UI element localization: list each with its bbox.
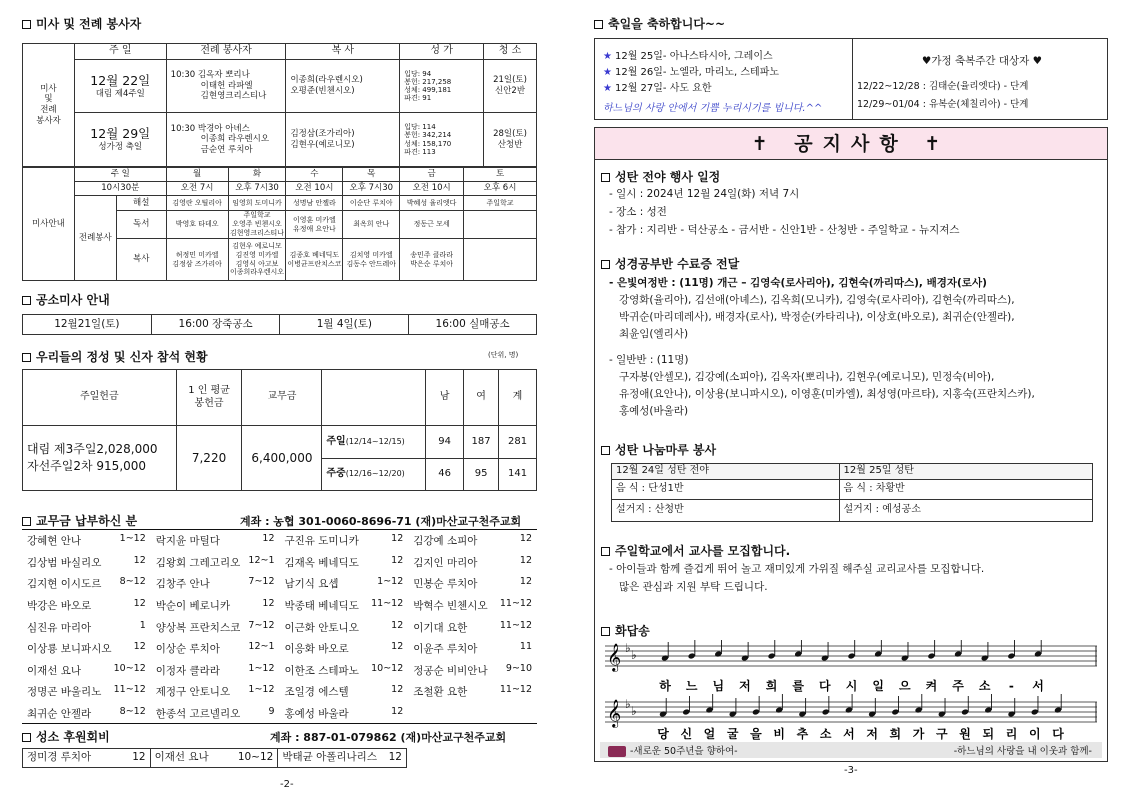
donor-months: 9 — [268, 706, 275, 718]
lyric-syllable: 신 — [680, 727, 693, 740]
offering-dues: 6,400,000 — [242, 426, 322, 491]
donor-months: 11~12 — [499, 598, 532, 610]
donor-cell — [408, 620, 537, 635]
mass-sub: 성가정 축일 — [98, 142, 143, 152]
donor-months: 11~12 — [371, 598, 404, 610]
lyric-syllable: 이 — [1028, 727, 1041, 740]
footer-bar: -새로운 50주년을 향하여- -하느님의 사랑을 내 이웃과 함께- — [600, 742, 1102, 758]
donor-months: 9~10 — [505, 662, 532, 674]
lyric-syllable: 되 — [982, 727, 995, 740]
mass-date: 12월 22일 — [90, 72, 151, 88]
nanum-title: 성탄 나눔마루 봉사 — [601, 441, 716, 458]
donor-row — [22, 530, 537, 552]
donor-cell — [280, 533, 409, 548]
donor-name: 이한조 스테파노 — [284, 664, 359, 677]
mass-sub: 대림 제4주일 — [95, 88, 145, 99]
page-number-right: -3- — [844, 765, 858, 776]
lyric-syllable: 당 — [657, 727, 669, 740]
donor-name: 김재옥 베네딕도 — [284, 556, 359, 569]
donor-name: 이윤주 루치아 — [413, 643, 478, 656]
donor-name: 구진유 도미니카 — [284, 535, 359, 548]
mass-row-1: 12월 22일 대림 제4주일 10:30 김옥자 뽀리나 이태헌 라파엘 김현영크리스티나 이종희(라우렌시오) 오평준(빈첸시오) 입당: 94 봉헌: 217,258 성체: 499,181 파견: 91 21일(토) 신안2반 — [23, 60, 537, 113]
donor-months: 12 — [391, 684, 404, 696]
mass-header-server: 복 사 — [286, 44, 400, 60]
mass-section-title: 미사 및 전례 봉사자 — [22, 15, 141, 32]
donor-cell — [280, 576, 409, 591]
donor-cell — [151, 641, 280, 656]
donor-months: 8~12 — [119, 706, 146, 718]
donor-months: 12 — [519, 576, 532, 588]
donor-cell — [280, 620, 409, 635]
donor-name: 이재선 요나 — [27, 664, 82, 677]
donor-cell — [408, 533, 537, 548]
donor-months: 1~12 — [377, 576, 404, 588]
donor-months: 7~12 — [248, 576, 275, 588]
donor-months: 1~12 — [248, 662, 275, 674]
lyric-syllable: 희 — [889, 727, 902, 740]
donor-months: 10~12 — [371, 662, 404, 674]
lyric-syllable: 원 — [959, 727, 971, 740]
mass-row-2: 12월 29일 성가정 축일 10:30 박경아 아녜스 이종희 라우렌시오 금순연 루치아 김정삼(조가리아) 김현우(예로니모) 입당: 114 봉헌: 342,214 성체: 158,170 파견: 113 28일(토) 산청반 — [23, 113, 537, 167]
donor-cell — [408, 576, 537, 591]
public-mass-table: 12월21일(토) 16:00 장죽공소 1월 4일(토) 16:00 실매공소 — [22, 314, 537, 335]
donor-months: 12 — [391, 706, 404, 718]
support-table: 정미경 루치아 12 이재선 요나 10~12 박태균 아폴리나리스 12 — [22, 748, 407, 768]
birthday-box: ★ 12월 25일- 아나스타시아, 그레이스 ★ 12월 26일- 노엘라, 마리노, 스테파노 ★ 12월 27일- 사도 요한 하느님의 사랑 안에서 기쁨 누리시기를 빕니다.^^ ♥가정 축복주간 대상자 ♥ 12/22~12/28 : 김태순(율리엣다) - 단계 12/29~01/04 : 유복순(체칠리아) - 단계 — [594, 38, 1108, 120]
donor-name: 이기대 요한 — [413, 621, 468, 634]
service-label: 전례봉사 — [74, 196, 116, 281]
flat-icon: ♭ — [631, 704, 637, 718]
donor-months: 11~12 — [113, 684, 146, 696]
lyric-syllable: 켜 — [925, 679, 938, 693]
treble-clef-icon: 𝄞 — [607, 643, 622, 671]
notice-box: ✝ 공지사항 ✝ 성탄 전야 행사 일정 - 일시 : 2024년 12월 24일(화) 저녁 7시 - 장소 : 성전 - 참가 : 지리반 - 덕산공소 - 금서반 - 신안1반 - 산청반 - 주일학교 - 뉴지져스 성경공부반 수료증 전달 - 은빛여정반 : (11명) 개근 – 김영숙(로사리아), 김현숙(까리따스), 배경자(로사) 강영화(율리아), 김선애(아녜스), 김옥희(모니카), 김영숙(로사리아), 김현숙(까리따스), 박귀순(마리데레사), 배경자(로사), 박정순(카타리나), 이상호(바오로), 최귀순(안젤라), 최윤임(엘리사) - 일반반 : (11명) 구자봉(안셀모), 김강예(소피아), 김옥자(뽀리나), 김현우(예로니모), 민정숙(비아), 유정애(요안나), 이상용(보니파시오), 이영훈(미카엘), 최성영(마르타), 지홍숙(프란치스카), 홍예성(바울라) 성탄 나눔마루 봉사 12월 24일 성탄 전야 12월 25일 성탄 음 식 : 단성1반 음 식 : 차황반 설거지 : 산청반 설거지 : 예성공소 주일학교에서 교사를 모집합니다. - 아이들과 함께 즐겁게 뛰어 놀고 재미있게 가위질 해주실 교리교사를 모집합니다. 많은 관심과 지원 부탁 드립니다. 화답송 𝄞 ♭ ♭ 하 느 님 저 희 를 다 시 일 으 켜 주 소 - 서 𝄞 ♭ ♭ 당 신 얼 굴 을 비 추 소 서 저 희 가 구 원 되 리 이 다 -새로운 50주년을 향하여- -하느님의 사랑을 내 이웃과 함께- — [594, 127, 1108, 762]
donor-name: 박혁수 빈첸시오 — [413, 600, 488, 613]
donor-months: 12 — [391, 619, 404, 631]
donor-name: 이응화 바오로 — [284, 643, 349, 656]
donor-cell — [151, 598, 280, 613]
nanum-table: 12월 24일 성탄 전야 12월 25일 성탄 음 식 : 단성1반 음 식 : 차황반 설거지 : 산청반 설거지 : 예성공소 — [611, 463, 1093, 522]
birthday-note: 하느님의 사랑 안에서 기쁨 누리시기를 빕니다.^^ — [603, 103, 823, 114]
donor-cell — [22, 706, 151, 721]
donor-name: 홍예성 바울라 — [284, 708, 349, 721]
donor-months: 11~12 — [499, 684, 532, 696]
donor-cell — [151, 555, 280, 570]
donor-row — [22, 660, 537, 682]
guide-side-label: 미사안내 — [23, 168, 75, 281]
lyric-syllable: 저 — [739, 679, 751, 693]
donor-months: 7~12 — [248, 619, 275, 631]
lyric-syllable: 굴 — [726, 727, 739, 740]
donor-row — [22, 573, 537, 595]
donor-row — [22, 681, 537, 703]
donor-cell — [280, 555, 409, 570]
page-number-left: -2- — [280, 779, 294, 790]
donor-name: 제정구 안토니오 — [155, 686, 231, 699]
psalm-title: 화답송 — [601, 622, 650, 639]
lyric-syllable: 시 — [845, 679, 858, 693]
donor-name: 조일경 에스텔 — [284, 686, 349, 699]
donor-cell — [280, 663, 409, 678]
donor-months: 1~12 — [248, 684, 275, 696]
donor-name: 김왕회 그레고리오 — [155, 556, 241, 569]
donor-name: 이정자 클라라 — [155, 664, 220, 677]
lyric-syllable: 하 — [659, 679, 671, 693]
lyric-syllable: 비 — [773, 727, 785, 740]
christmas-eve-title: 성탄 전야 행사 일정 — [601, 168, 720, 185]
notice-title: ✝ 공지사항 ✝ — [595, 128, 1107, 160]
donor-cell — [22, 576, 151, 591]
donor-row — [22, 703, 537, 725]
donor-months: 1~12 — [119, 533, 146, 545]
weekly-mass-table: 미사안내 주 일 월 화 수 목 금 토 10시30분 오전 7시 오후 7시30 오전 10시 오후 7시30 오전 10시 오후 6시 전례봉사 해설 김영란 오틸리아 임영희 도미니카 성명남 안젤라 이순단 루치아 박혜성 율리엣다 주일학교 독서 박영호 타데오 주일학교 오영주 빈첸시오 김현영크리스티나 이영훈 미카엘 유정애 요안나 최옥희 안나 정동근 모세 복사 허정민 미카엘 김정삼 즈가리아 김현우 예로니모 김진영 미카엘 김영식 아고보 이종희라우렌시오 김종호 베네딕도 이병균프란치스코 김치영 미카엘 김동수 안드레아 송민주 클라라 박은순 루치아 — [22, 167, 537, 281]
lyric-syllable: 서 — [1032, 679, 1044, 693]
lyric-syllable: 리 — [1005, 727, 1018, 740]
donor-months: 12 — [133, 554, 146, 566]
lyric-syllable: 서 — [843, 727, 855, 740]
donor-cell — [151, 663, 280, 678]
lyric-syllable: 희 — [765, 679, 778, 693]
donor-name: 민봉순 루치아 — [413, 578, 478, 591]
donor-months: 12 — [519, 554, 532, 566]
donor-months: 10~12 — [113, 662, 146, 674]
donor-months: 12 — [133, 598, 146, 610]
lyric-syllable: 얼 — [703, 727, 716, 740]
donor-cell — [280, 598, 409, 613]
donor-cell — [151, 576, 280, 591]
offering-title: 우리들의 정성 및 신자 참석 현황 — [22, 348, 208, 365]
donor-months: 12 — [519, 533, 532, 545]
donor-name: 한종석 고르넬리오 — [155, 708, 241, 721]
donor-cell — [151, 684, 280, 699]
offering-main-1: 대림 제3주일2,028,000 — [27, 442, 158, 457]
lyric-syllable: 저 — [866, 727, 878, 740]
offering-table: 주일헌금 1 인 평균 봉헌금 교무금 남 여 계 대림 제3주일2,028,000 자선주일2차 915,000 7,220 6,400,000 주일(12/14~12/15) 94 187 281 주중(12/16~12/20) 46 95 141 — [22, 369, 537, 491]
donor-name: 정명곤 바울리노 — [27, 686, 102, 699]
star-icon: ★ — [603, 83, 612, 94]
donor-list — [22, 529, 537, 724]
donor-months: 12 — [262, 533, 275, 545]
support-title: 성소 후원회비 — [22, 728, 110, 745]
donor-row — [22, 638, 537, 660]
donor-cell — [151, 533, 280, 548]
donor-cell — [408, 555, 537, 570]
dues-title: 교무금 납부하신 분 — [22, 512, 137, 529]
lyric-syllable: 다 — [1052, 727, 1064, 740]
donor-name: 김지인 마리아 — [413, 556, 478, 569]
donor-name: 락지윤 마틸다 — [155, 535, 220, 548]
lyric-syllable: - — [1008, 679, 1014, 693]
donor-name: 심진유 마리아 — [27, 621, 92, 634]
donor-name: 이상룡 보니파시오 — [27, 643, 112, 656]
flat-icon: ♭ — [625, 697, 631, 711]
donor-months: 12 — [262, 598, 275, 610]
lyric-syllable: 추 — [796, 727, 809, 740]
dues-account: 계좌 : 농협 301-0060-8696-71 (재)마산교구천주교회 — [240, 515, 522, 528]
donor-cell — [280, 706, 409, 721]
donor-cell — [22, 598, 151, 613]
mass-header-choir: 성 가 — [400, 44, 484, 60]
donor-months: 12 — [391, 641, 404, 653]
donor-cell — [22, 641, 151, 656]
psalm-music-score — [603, 640, 1103, 740]
donor-name: 김지현 이시도르 — [27, 578, 102, 591]
offering-main-2: 자선주일2차 915,000 — [27, 459, 147, 473]
lyric-syllable: 소 — [978, 679, 991, 693]
donor-name: 양상복 프란치스코 — [155, 621, 241, 634]
donor-cell — [280, 684, 409, 699]
donor-months: 12 — [391, 533, 404, 545]
lyric-syllable: 가 — [912, 727, 925, 740]
donor-name: 이상순 루치아 — [155, 643, 220, 656]
donor-months: 12~1 — [248, 641, 275, 653]
donor-cell — [22, 684, 151, 699]
donor-name: 이근화 안토니오 — [284, 621, 359, 634]
donor-name: 김상범 바실리오 — [27, 556, 102, 569]
donor-name: 박종태 베네딕도 — [284, 600, 359, 613]
birthday-title: 축일을 축하합니다~~ — [594, 15, 725, 32]
treble-clef-icon: 𝄞 — [607, 699, 622, 727]
lyric-syllable: 소 — [819, 727, 832, 740]
donor-cell — [151, 706, 280, 721]
lyric-syllable: 을 — [750, 727, 762, 740]
donor-row — [22, 552, 537, 574]
donor-name: 김강예 소피아 — [413, 535, 478, 548]
lyric-syllable: 으 — [898, 679, 911, 693]
offering-avg: 7,220 — [176, 426, 242, 491]
mass-volunteer-table — [22, 43, 537, 167]
donor-months: 12~1 — [248, 554, 275, 566]
mass-date: 12월 29일 — [90, 126, 151, 142]
lyric-syllable: 일 — [872, 679, 884, 693]
donor-cell — [280, 641, 409, 656]
donor-cell — [22, 663, 151, 678]
lyric-syllable: 다 — [819, 679, 831, 693]
lyric-syllable: 님 — [712, 679, 725, 693]
donor-name: 박순이 베로니카 — [155, 600, 231, 613]
donor-cell — [22, 555, 151, 570]
donor-cell — [151, 620, 280, 635]
flat-icon: ♭ — [625, 641, 631, 655]
donor-cell — [408, 684, 537, 699]
teacher-recruit-title: 주일학교에서 교사를 모집합니다. — [601, 542, 790, 559]
mass-header-liturgy: 전례 봉사자 — [166, 44, 286, 60]
donor-name: 조철환 요한 — [413, 686, 468, 699]
bible-study-title: 성경공부반 수료증 전달 — [601, 255, 739, 272]
public-mass-title: 공소미사 안내 — [22, 291, 110, 308]
lyric-syllable: 구 — [936, 727, 948, 740]
star-icon: ★ — [603, 67, 612, 78]
lyric-syllable: 주 — [952, 679, 964, 693]
support-account: 계좌 : 887-01-079862 (재)마산교구천주교회 — [270, 731, 507, 744]
donor-cell — [408, 641, 537, 656]
donor-cell — [408, 598, 537, 613]
donor-cell — [408, 663, 537, 678]
donor-cell — [22, 533, 151, 548]
lyric-syllable: 느 — [685, 679, 698, 693]
anniversary-logo-icon — [608, 746, 626, 757]
donor-row — [22, 616, 537, 638]
donor-months: 11~12 — [499, 619, 532, 631]
donor-months: 1 — [139, 619, 146, 631]
donor-cell — [22, 620, 151, 635]
donor-name: 정공순 비비안나 — [413, 664, 488, 677]
lyric-syllable: 를 — [792, 679, 805, 693]
donor-months: 12 — [391, 554, 404, 566]
donor-name: 박강은 바오로 — [27, 600, 92, 613]
mass-header-clean: 청 소 — [484, 44, 537, 60]
donor-row — [22, 595, 537, 617]
donor-months: 12 — [133, 641, 146, 653]
mass-header-sunday: 주 일 — [74, 44, 166, 60]
star-icon: ★ — [603, 51, 612, 62]
donor-months: 11 — [519, 641, 532, 653]
donor-name: 최귀순 안젤라 — [27, 708, 92, 721]
mass-side-label: 미사 및 전례 봉사자 — [23, 44, 75, 167]
family-title: ♥가정 축복주간 대상자 ♥ — [921, 55, 1043, 67]
donor-name: 김창주 안나 — [155, 578, 210, 591]
donor-months: 8~12 — [119, 576, 146, 588]
flat-icon: ♭ — [631, 648, 637, 662]
offering-unit: (단위, 명) — [488, 351, 519, 359]
donor-name: 강혜현 안나 — [27, 535, 82, 548]
donor-name: 남기식 요셉 — [284, 578, 339, 591]
